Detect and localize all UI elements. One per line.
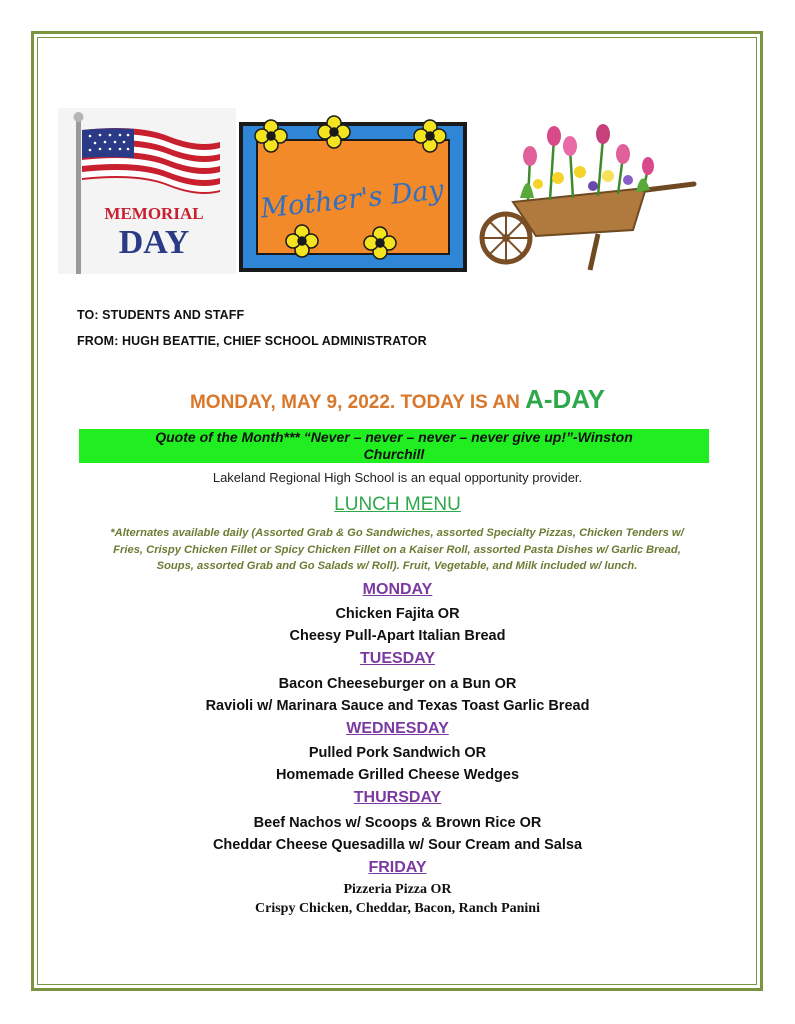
menu-item: Pulled Pork Sandwich OR [308,745,487,761]
wheelbarrow-flowers-image [482,124,694,270]
date-headline [40,384,755,415]
memorial-day-image [58,108,236,274]
day-type: A-DAY [525,384,606,414]
alternates-line-3: Soups, assorted Grab and Go Salads w/ Roll). Fruit, Vegetable, and Milk included w/ lunch. [156,560,638,572]
day-text: DAY [118,224,190,261]
menu-item: Bacon Cheeseburger on a Bun OR [278,676,517,692]
lunch-menu-heading: LUNCH MENU [334,494,461,515]
date-text: MONDAY, MAY 9, 2022. TODAY IS AN [189,392,526,413]
memo-to: TO: STUDENTS AND STAFF [77,308,245,322]
quote-of-month [79,429,709,463]
alternates-line-2: Fries, Crispy Chicken Fillet or Spicy Chicken Fillet on a Kaiser Roll, assorted Pasta Dishes w/ Garlic Bread, [113,543,681,556]
day-heading-friday: FRIDAY [368,859,427,876]
equal-opportunity-statement: Lakeland Regional High School is an equal opportunity provider. [212,470,583,485]
day-heading-tuesday: TUESDAY [360,650,435,667]
mothers-day-image [239,116,467,272]
menu-item: Crispy Chicken, Cheddar, Bacon, Ranch Panini [255,901,540,916]
day-heading-thursday: THURSDAY [353,789,442,806]
menu-item: Cheddar Cheese Quesadilla w/ Sour Cream and Salsa [212,837,583,853]
day-heading-wednesday: WEDNESDAY [346,720,449,737]
alternates-line-1: *Alternates available daily (Assorted Grab & Go Sandwiches, assorted Specialty Pizzas, Chicken Tenders w/ [110,527,684,539]
quote-line-1: Quote of the Month*** “Never – never – never – never give up!”-Winston [155,429,633,445]
quote-line-2: Churchill [363,446,425,462]
holiday-banner [58,108,708,280]
mothers-day-text: Mother's Day [259,174,446,225]
menu-item: Ravioli w/ Marinara Sauce and Texas Toast Garlic Bread [205,698,590,714]
menu-item: Chicken Fajita OR [335,606,460,622]
menu-item: Cheesy Pull-Apart Italian Bread [289,628,506,644]
memorial-text: MEMORIAL [104,204,204,223]
lunch-alternates [62,525,732,575]
menu-item: Homemade Grilled Cheese Wedges [275,767,520,783]
banner-graphics [58,108,708,280]
menu-item: Pizzeria Pizza OR [343,882,452,897]
memo-from: FROM: HUGH BEATTIE, CHIEF SCHOOL ADMINISTRATOR [77,334,427,348]
day-heading-monday: MONDAY [362,581,433,598]
menu-item: Beef Nachos w/ Scoops & Brown Rice OR [253,815,542,831]
